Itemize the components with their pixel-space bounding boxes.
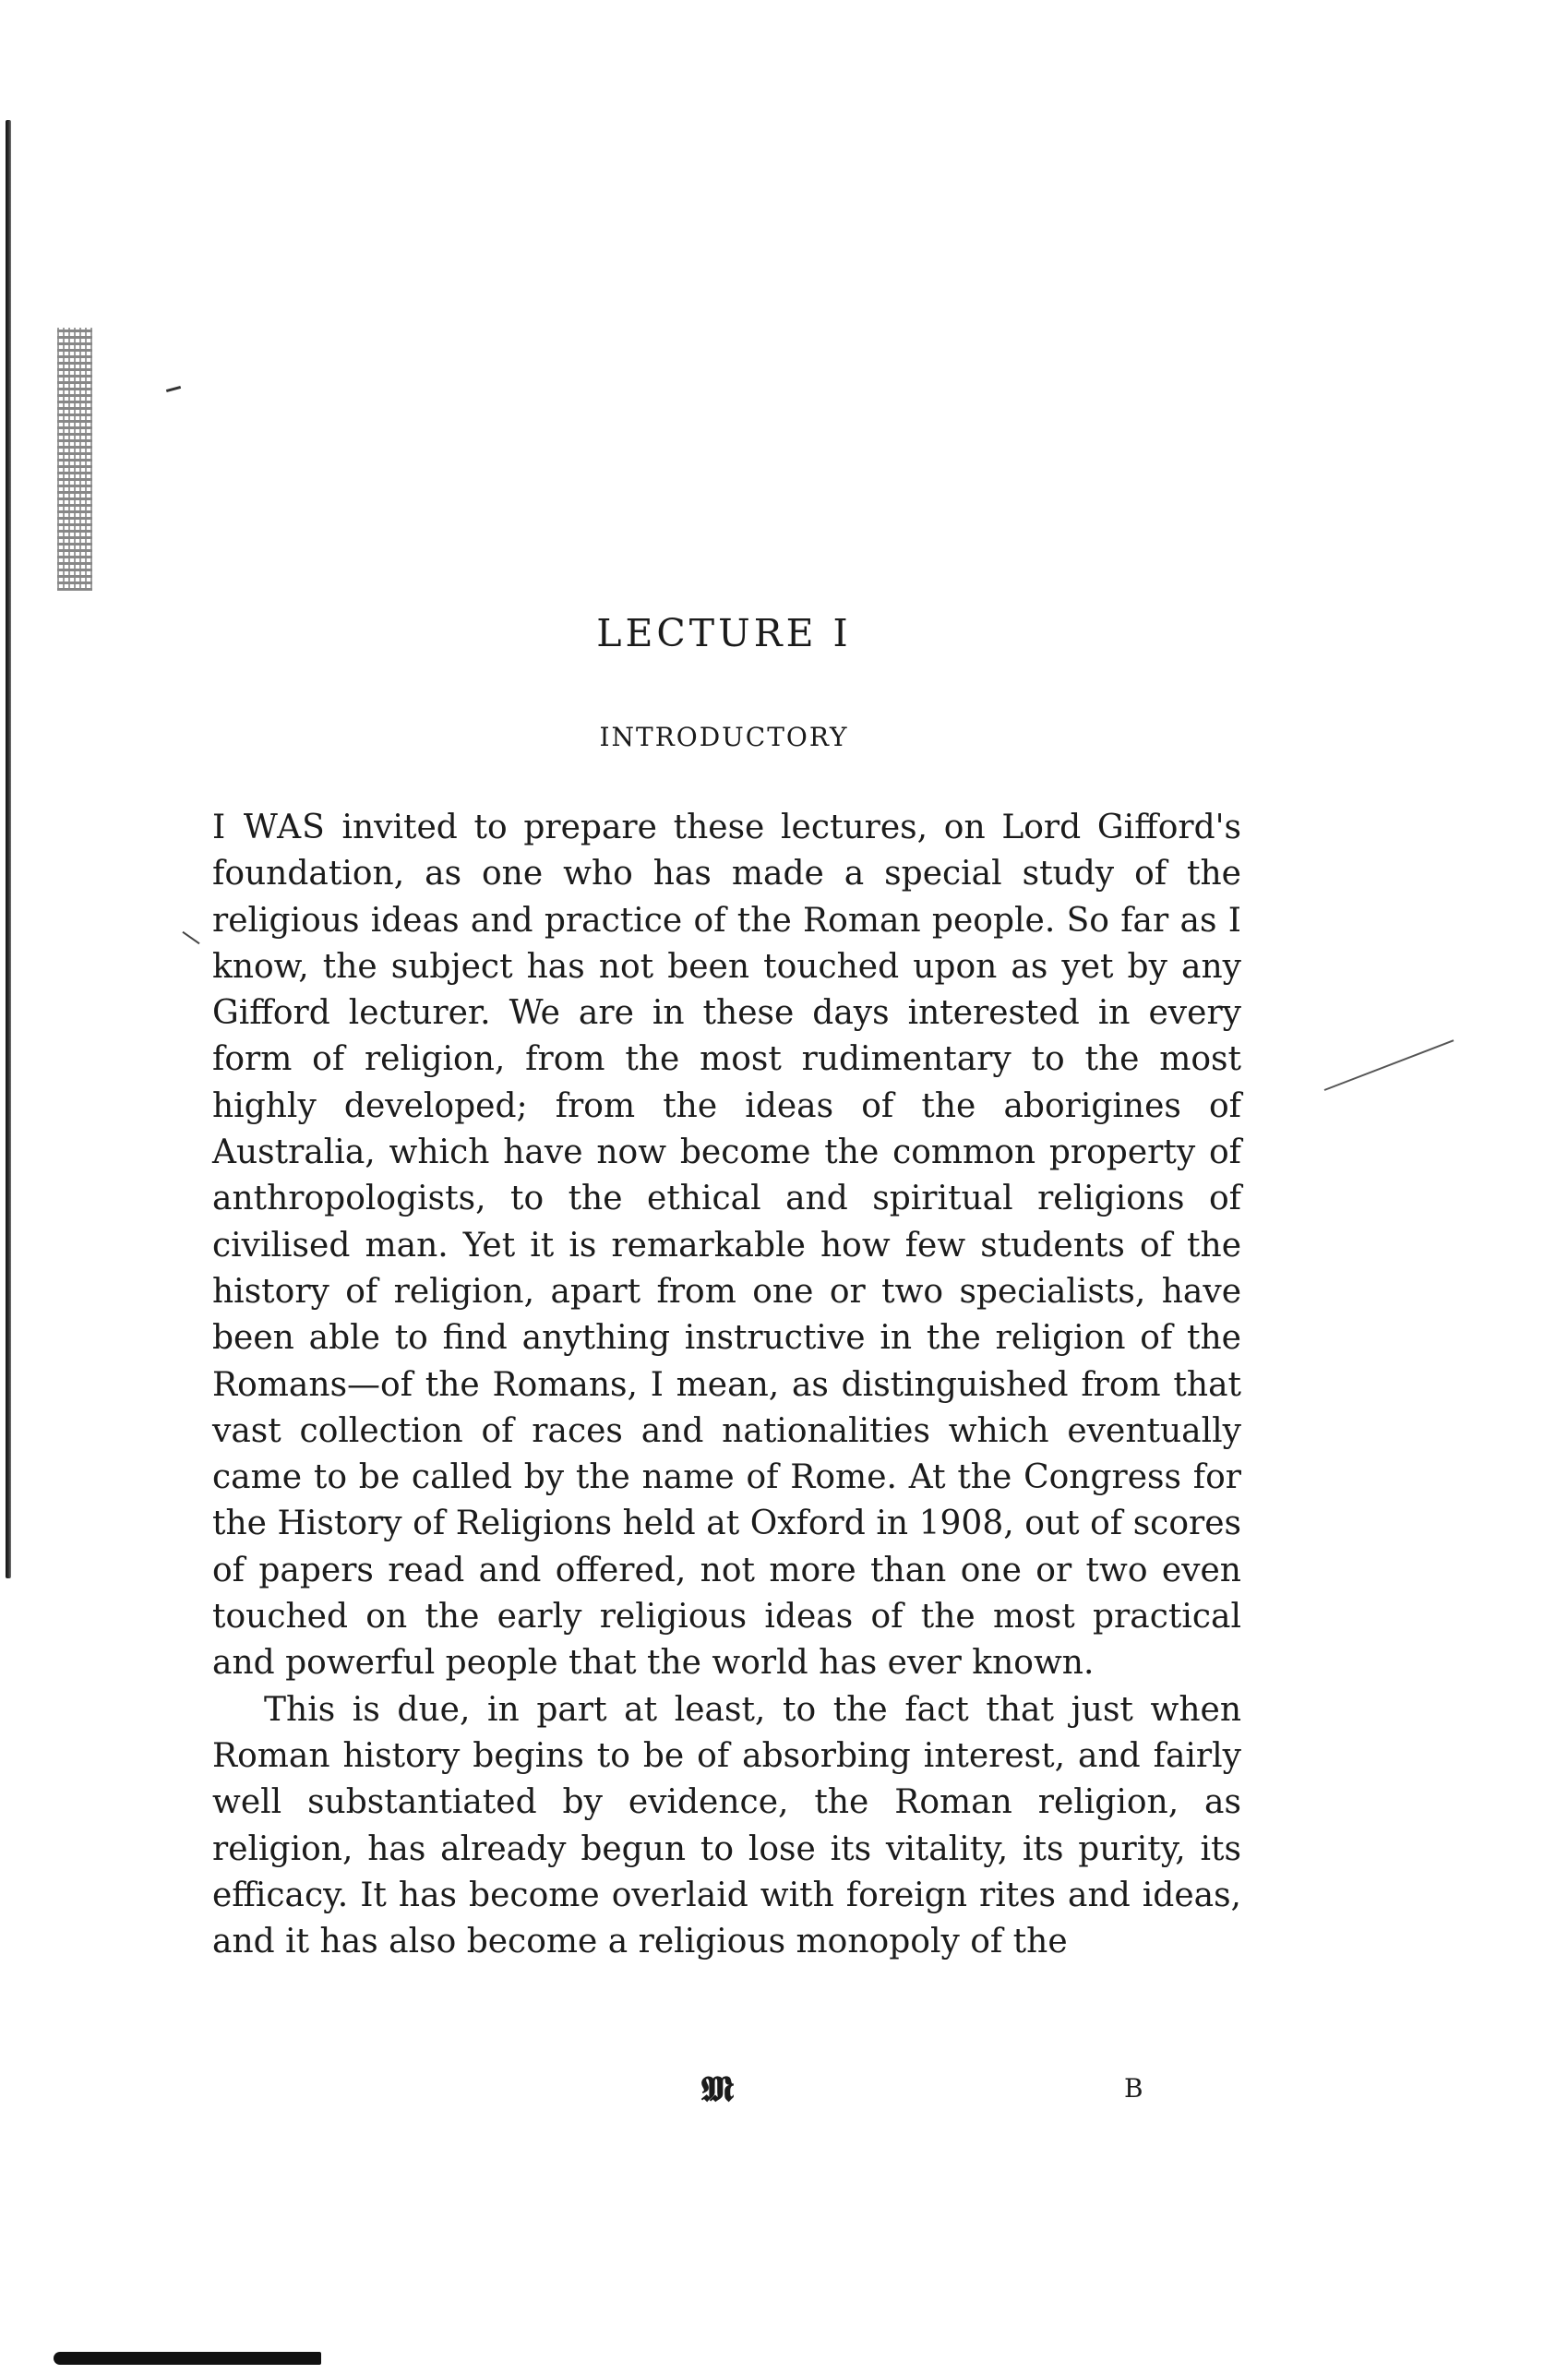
paragraph-2: This is due, in part at least, to the fact that just when Roman history begins to be of absorbing interest, and fairly well substantiated by evidence, the Roman religion, as religion, has already begun to lose its vitality, its purity, its efficacy. It has become overlaid with foreign rites and ideas, and it has also become a religious monopoly of the <box>212 1690 1241 1961</box>
signature-mark: 𝕸 <box>701 2068 732 2109</box>
section-title: INTRODUCTORY <box>599 722 849 752</box>
signature-letter: B <box>1124 2073 1143 2104</box>
scan-spine-shadow <box>6 120 11 1578</box>
paragraph-1 <box>212 805 1241 1687</box>
scan-speck <box>166 386 181 392</box>
margin-pencil-stroke <box>1324 1039 1454 1091</box>
paragraph-1-text: invited to prepare these lectures, on Lord Gifford's foundation, as one who has made a special study of the religious ideas and practice of the Roman people. So far as I know, the subject has not been touched upon as yet by any Gifford lecturer. We are in these days interested in every form of religion, from the most rudimentary to the most highly developed; from the ideas of the aborigines of Australia, which have now become the common property of anthropologists, to the ethical and spiritual religions of civilised man. Yet it is remarkable how few students of the history of religion, apart from one or two specialists, have been able to find anything instructive in the religion of the Romans—of the Romans, I mean, as distinguished from that vast collection of races and nationalities which eventually came to be called by the name of Rome. At the Congress for the History of Religions held at Oxford in 1908, out of scores of papers read and offered, not more than one or two even touched on the early religious ideas of the most practical and powerful people that the world has ever known. <box>212 809 1241 1683</box>
lecture-title: LECTURE I <box>596 611 852 655</box>
opening-words: I WAS <box>212 809 326 846</box>
margin-tick-mark <box>182 931 199 944</box>
body-text <box>212 805 1241 1965</box>
scan-binding-noise <box>57 328 92 591</box>
scan-bottom-edge <box>54 2352 321 2365</box>
